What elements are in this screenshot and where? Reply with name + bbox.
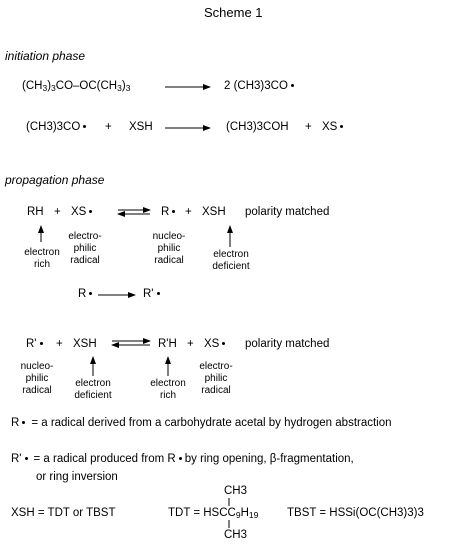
label-electrophilic-radical: electro- philic radical xyxy=(199,361,233,396)
definition-xsh: XSH = TDT or TBST xyxy=(11,507,116,519)
product-rph: R'H xyxy=(158,338,177,350)
propagation-heading: propagation phase xyxy=(5,173,105,187)
xsh-reagent: XSH xyxy=(129,121,153,133)
carbon-radical-r: R xyxy=(78,289,92,301)
carbon-radical-r: R xyxy=(161,207,175,219)
xsh-reagent: XSH xyxy=(73,338,97,350)
plus-sign: + xyxy=(187,338,194,350)
tdt-methyl-bottom: CH3 xyxy=(224,529,248,541)
tbst-formula: TBST = HSSi(OC(CH3)3)3 xyxy=(287,507,424,519)
label-electron-rich: electron rich xyxy=(150,378,186,401)
tdt-formula: TDT = HSCC9H19 xyxy=(168,507,259,520)
polarity-note: polarity matched xyxy=(245,338,330,350)
initiation-reactant-peroxide: $(CH_3)_3CO-OC(CH_3)_3$ xyxy=(22,80,131,93)
plus-sign: + xyxy=(54,206,61,218)
thiyl-radical: XS xyxy=(204,339,225,351)
tdt-methyl-top: CH3 xyxy=(224,485,248,497)
label-electron-rich: electron rich xyxy=(24,247,60,270)
alkoxy-radical: (CH3)3CO xyxy=(26,122,86,134)
substrate-rh: RH xyxy=(27,206,44,218)
xsh-reagent: XSH xyxy=(202,206,226,218)
thiyl-radical: XS xyxy=(71,207,92,219)
definition-rprime-cont: or ring inversion xyxy=(36,471,118,483)
scheme-title: Scheme 1 xyxy=(204,5,263,20)
thiyl-radical: XS xyxy=(322,122,343,134)
rearranged-radical: R' xyxy=(143,289,160,301)
label-electron-deficient: electron deficient xyxy=(74,378,112,401)
plus-sign: + xyxy=(56,338,63,350)
plus-sign: + xyxy=(105,121,112,133)
definition-rprime: R' = a radical produced from R by ring opening, β-fragmentation, xyxy=(11,453,354,465)
definition-r: R = a radical derived from a carbohydrate acetal by hydrogen abstraction xyxy=(11,417,392,429)
initiation-heading: initiation phase xyxy=(5,49,86,63)
label-electron-deficient: electron deficient xyxy=(212,249,250,272)
tert-butanol: (CH3)3COH xyxy=(226,121,289,133)
initiation-product-alkoxy: 2 (CH3)3CO xyxy=(224,81,294,93)
label-nucleophilic-radical: nucleo- philic radical xyxy=(152,231,186,266)
plus-sign: + xyxy=(185,206,192,218)
label-electrophilic-radical: electro- philic radical xyxy=(68,231,102,266)
plus-sign: + xyxy=(305,121,312,133)
polarity-note: polarity matched xyxy=(245,206,330,218)
label-nucleophilic-radical: nucleo- philic radical xyxy=(20,361,54,396)
rearranged-radical: R' xyxy=(26,339,43,351)
